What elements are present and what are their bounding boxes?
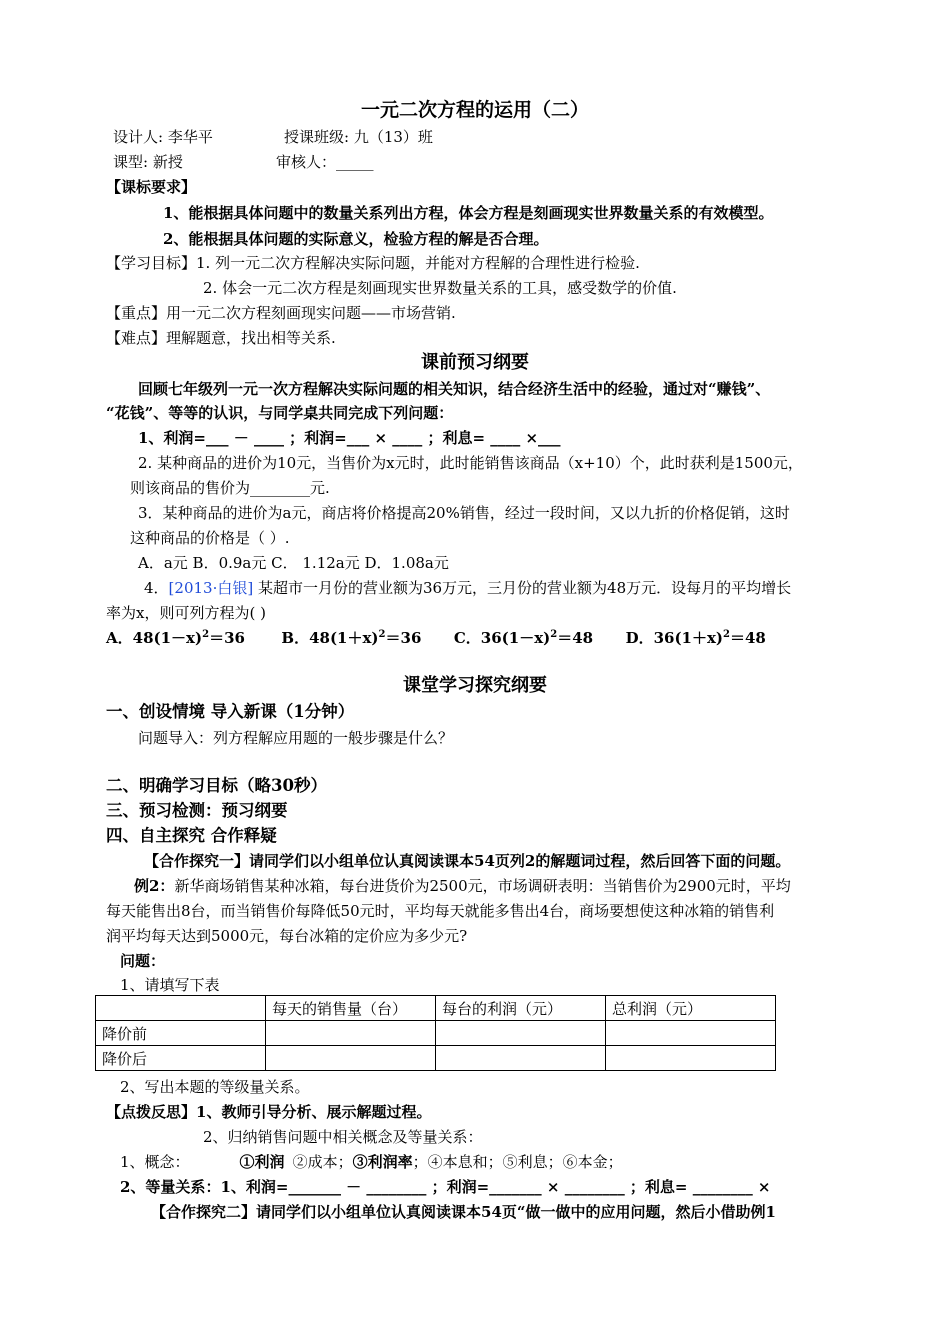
section-4-heading: 四、自主探究 合作释疑	[106, 826, 277, 845]
option-d: D．$36(1+x)^2=48$	[625, 629, 766, 647]
sales-table	[95, 995, 776, 1071]
section-1-heading: 一、创设情境 导入新课（1分钟）	[106, 702, 355, 721]
question-source: [2013·白银]	[168, 579, 254, 597]
preview-intro-2: “花钱”、等等的认识，与同学桌共同完成下列问题：	[106, 404, 454, 422]
question-text: 某超市一月份的营业额为36万元，三月份的营业额为48万元．设每月的平均增长	[253, 579, 792, 597]
preview-question-3-cont: 这种商品的价格是（ ）.	[130, 529, 290, 547]
table-cell	[436, 1046, 606, 1071]
example-2-line-2: 每天能售出8台，而当销售价每降低50元时，平均每天就能多售出4台，商场要想使这种冰箱的销售利	[106, 902, 775, 920]
preview-question-2-cont: 则该商品的售价为________元.	[130, 479, 330, 497]
example-2-line-3: 润平均每天达到5000元，每台冰箱的定价应为多少元?	[106, 927, 468, 945]
reflection-2: 2、归纳销售问题中相关概念及等量关系：	[203, 1128, 483, 1146]
concept-cost: ②成本；	[292, 1153, 353, 1171]
learning-goals-2: 2. 体会一元二次方程是刻画现实世界数量关系的工具，感受数学的价值.	[203, 279, 677, 297]
option-a: A．$48(1-x)^2=36$	[106, 629, 245, 647]
question-number: 4．	[144, 579, 169, 597]
example-label: 例2：	[134, 877, 175, 895]
table-cell	[606, 1021, 776, 1046]
lesson-type: 课型: 新授	[113, 153, 183, 171]
table-header-cell: 总利润（元）	[606, 996, 776, 1021]
table-header-cell	[96, 996, 266, 1021]
section-2-heading: 二、明确学习目标（略30秒）	[106, 776, 327, 795]
curriculum-item: 1、能根据具体问题中的数量关系列出方程，体会方程是刻画现实世界数量关系的有效模型。	[163, 204, 774, 222]
curriculum-heading: 【课标要求】	[106, 178, 197, 196]
table-cell	[606, 1046, 776, 1071]
table-cell	[436, 1021, 606, 1046]
preview-question-2: 2. 某种商品的进价为10元，当售价为x元时，此时能销售该商品（x+10）个，此时获利是1500元，	[138, 454, 803, 472]
option-b: B．$48(1+x)^2=36$	[281, 629, 422, 647]
table-header-row	[96, 996, 776, 1021]
preview-question-1: 1、利润=___ － ____ ；利润=___ × ____ ；利息= ____ ×___	[138, 429, 561, 447]
cooperation-1: 【合作探究一】请同学们以小组单位认真阅读课本54页列2的解题词过程，然后回答下面的问题。	[144, 852, 791, 870]
preview-question-4-options	[106, 628, 766, 648]
learning-goals: 【学习目标】1. 列一元二次方程解决实际问题，并能对方程解的合理性进行检验.	[106, 254, 640, 272]
table-cell	[266, 1021, 436, 1046]
table-cell	[266, 1046, 436, 1071]
preview-heading: 课前预习纲要	[421, 352, 529, 373]
difficulty: 【难点】理解题意，找出相等关系.	[106, 329, 336, 347]
table-cell: 降价后	[96, 1046, 266, 1071]
page-title: 一元二次方程的运用（二）	[360, 99, 589, 121]
relations-line: 2、等量关系：1、利润=_______ － ________ ；利润=_______ × ________ ；利息= ________ ×	[120, 1178, 771, 1196]
questions-label: 问题：	[120, 952, 166, 970]
concept-profit-rate: ③利润率	[352, 1153, 413, 1171]
table-row	[96, 1021, 776, 1046]
concepts-line	[120, 1152, 623, 1172]
section-3-heading: 三、预习检测：预习纲要	[106, 801, 288, 820]
preview-intro: 回顾七年级列一元一次方程解决实际问题的相关知识，结合经济生活中的经验，通过对“赚钱”、	[138, 380, 771, 398]
key-point: 【重点】用一元二次方程刻画现实问题——市场营销.	[106, 304, 456, 322]
preview-question-3-options: A．a元 B．0.9a元 C． 1.12a元 D．1.08a元	[138, 554, 449, 572]
designer: 设计人: 李华平	[113, 128, 213, 146]
curriculum-item: 2、能根据具体问题的实际意义，检验方程的解是否合理。	[163, 230, 549, 248]
example-2	[134, 876, 791, 896]
table-header-cell: 每天的销售量（台）	[266, 996, 436, 1021]
table-cell: 降价前	[96, 1021, 266, 1046]
preview-question-3: 3．某种商品的进价为a元，商店将价格提高20%销售，经过一段时间，又以九折的价格促销，这时	[138, 504, 790, 522]
concept-others: ；④本息和；⑤利息；⑥本金；	[412, 1153, 623, 1171]
preview-question-4-cont: 率为x，则可列方程为( )	[106, 604, 266, 622]
preview-question-4	[144, 578, 791, 598]
reflection-1: 【点拨反思】1、教师引导分析、展示解题过程。	[106, 1103, 432, 1121]
concepts-label: 1、概念：	[120, 1153, 190, 1171]
section-1-question: 问题导入：列方程解应用题的一般步骤是什么？	[138, 729, 454, 747]
concept-profit: ①利润	[239, 1153, 285, 1171]
teaching-class: 授课班级: 九（13）班	[284, 128, 433, 146]
cooperation-2: 【合作探究二】请同学们以小组单位认真阅读课本54页“做一做中的应用问题，然后小借助例1	[151, 1203, 776, 1221]
table-row	[96, 1046, 776, 1071]
example-text: 新华商场销售某种冰箱，每台进货价为2500元，市场调研表明：当销售价为2900元时，平均	[174, 877, 791, 895]
fill-table-instruction: 1、请填写下表	[120, 976, 220, 994]
reviewer: 审核人：_____	[276, 153, 374, 171]
write-relation-instruction: 2、写出本题的等级量关系。	[120, 1078, 310, 1096]
classroom-heading: 课堂学习探究纲要	[403, 675, 547, 696]
table-header-cell: 每台的利润（元）	[436, 996, 606, 1021]
option-c: C．$36(1-x)^2=48$	[453, 629, 594, 647]
